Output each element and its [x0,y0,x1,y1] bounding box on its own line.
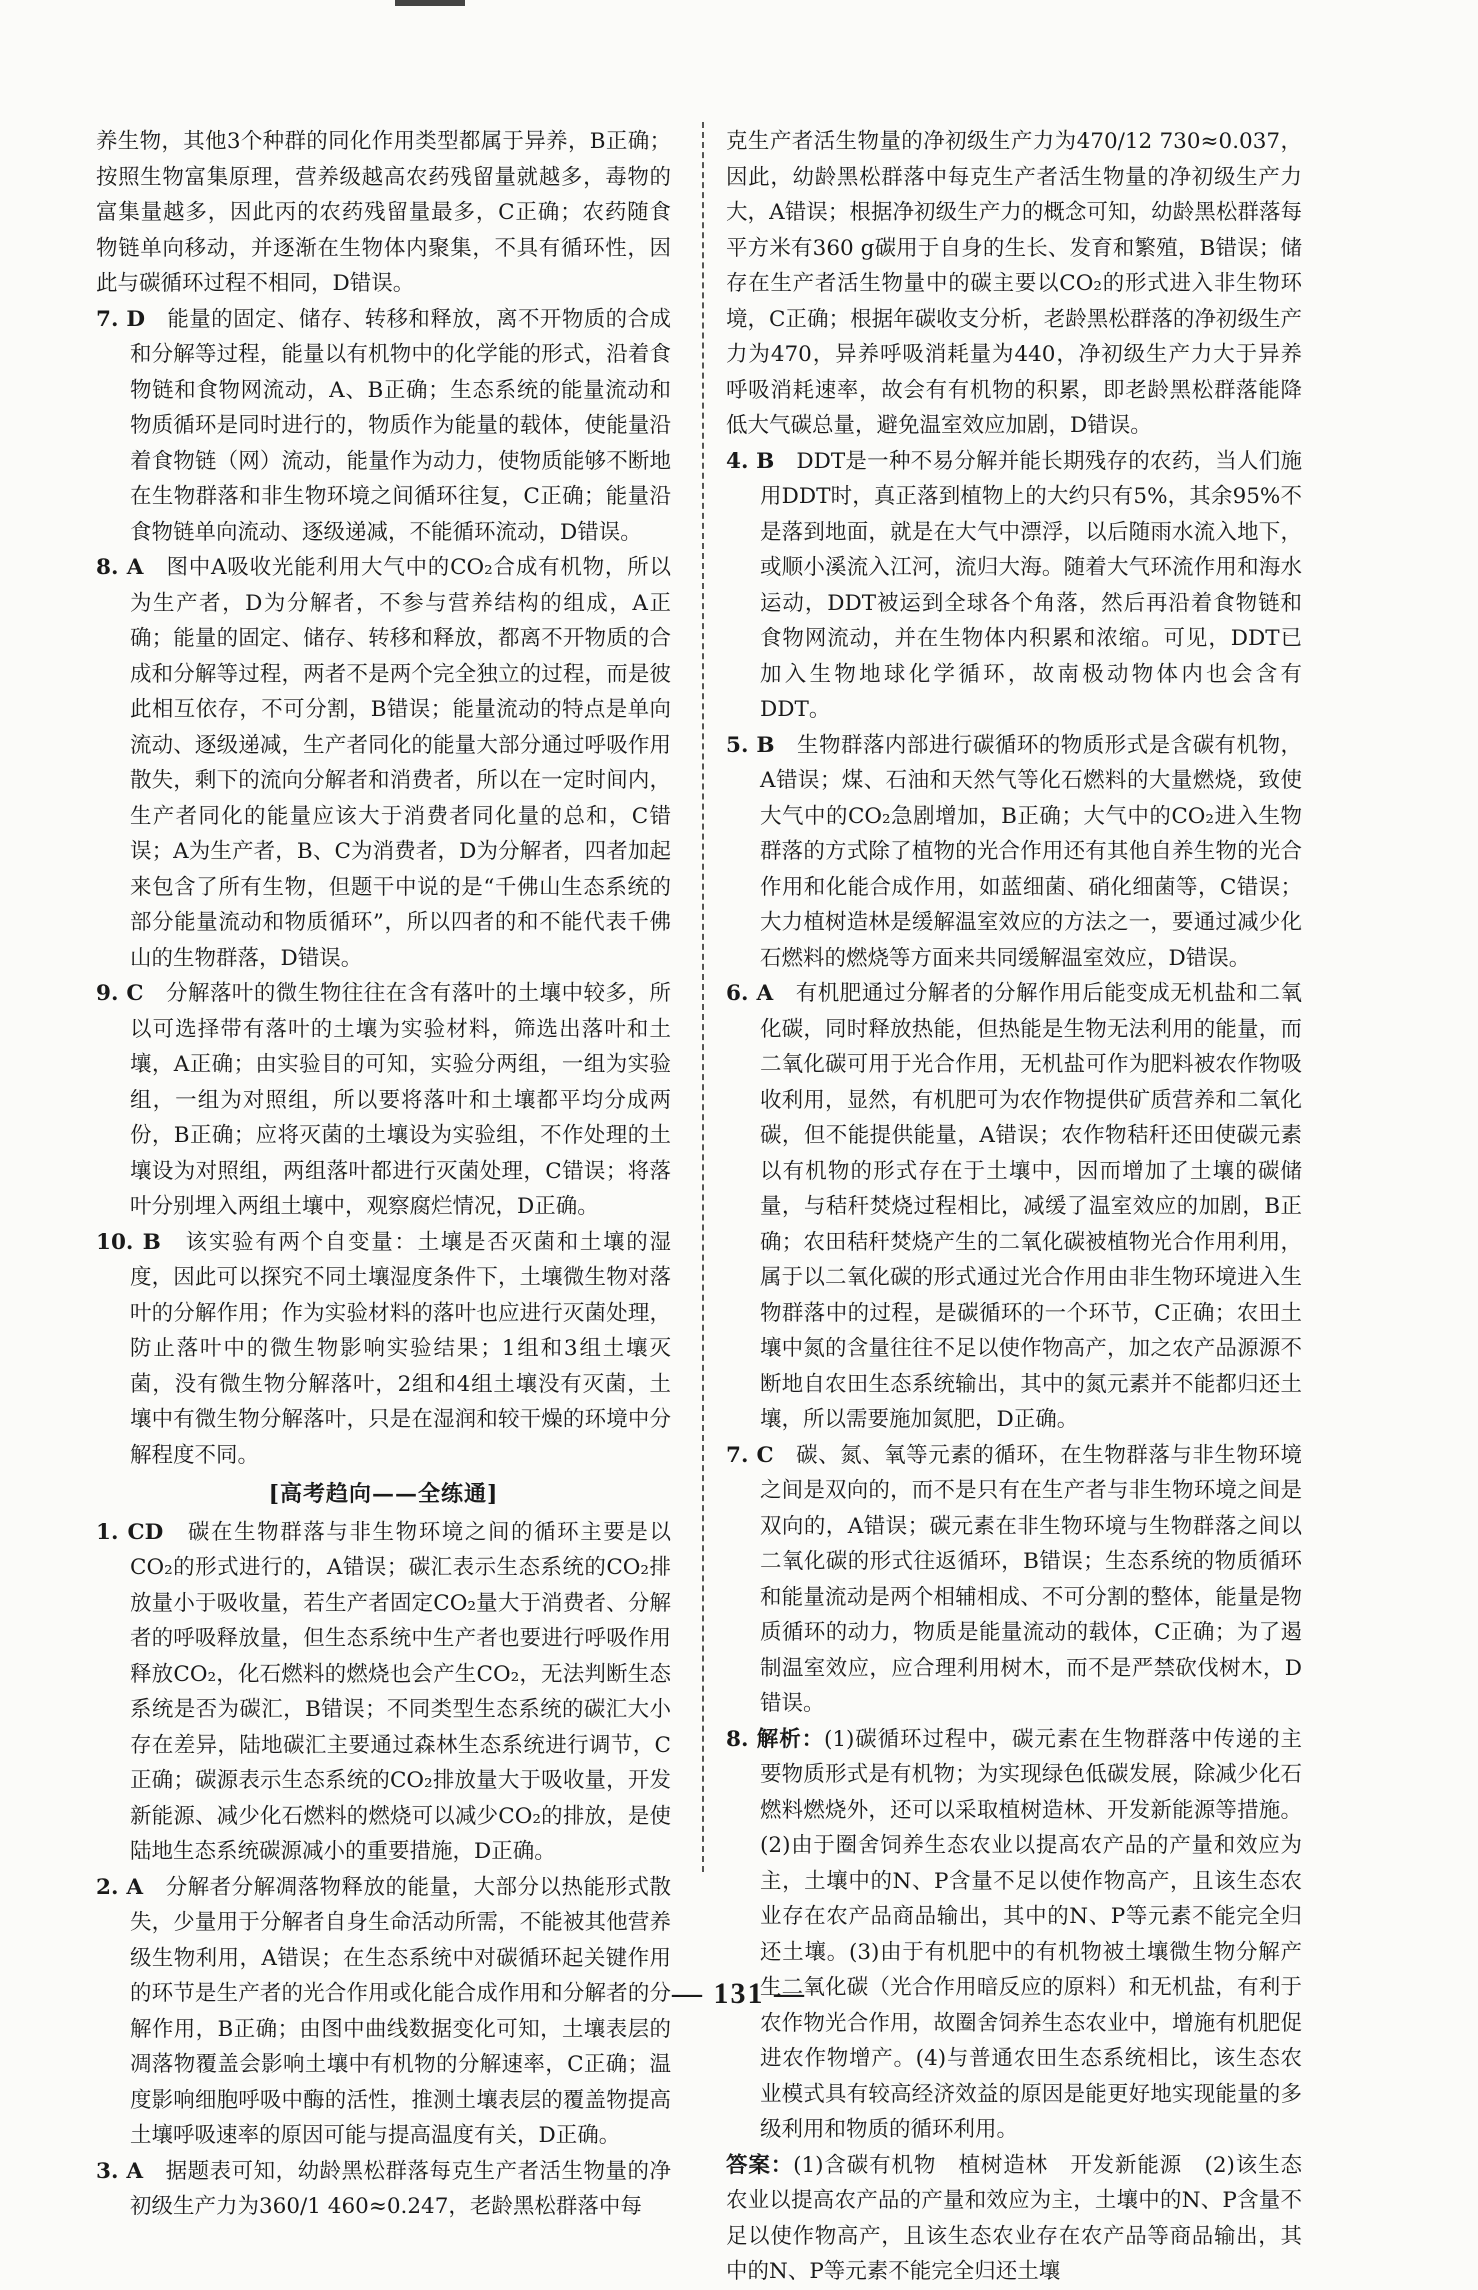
item-explanation: 分解落叶的微生物往往在含有落叶的土壤中较多，所以可选择带有落叶的土壤为实验材料，筛选出落叶和土壤，A正确；由实验目的可知，实验分两组，一组为实验组，一组为对照组，所以要将落叶和土壤都平均分成两份，B正确；应将灭菌的土壤设为实验组，不作处理的土壤设为对照组，两组落叶都进行灭菌处理，C错误；将落叶分别埋入两组土壤中，观察腐烂情况，D正确。 [130,981,671,1219]
item-explanation: 分解者分解凋落物释放的能量，大部分以热能形式散失，少量用于分解者自身生命活动所需，不能被其他营养级生物利用，A错误；在生态系统中对碳循环起关键作用的环节是生产者的光合作用或化能合成作用和分解者的分解作用，B正确；由图中曲线数据变化可知，土壤表层的凋落物覆盖会影响土壤中有机物的分解速率，C正确；温度影响细胞呼吸中酶的活性，推测土壤表层的覆盖物提高土壤呼吸速率的原因可能与提高温度有关，D正确。 [130,1874,671,2148]
item-number: 9. C [96,981,144,1006]
item-number: 7. C [726,1442,774,1468]
answer-item-10 [96,1225,671,1474]
item-number: 6. A [726,981,774,1006]
item-explanation: 生物群落内部进行碳循环的物质形式是含碳有机物，A错误；煤、石油和天然气等化石燃料的大量燃烧，致使大气中的CO₂急剧增加，B正确；大气中的CO₂进入生物群落的方式除了植物的光合作用还有其他自养生物的光合作用和化能合成作用，如蓝细菌、硝化细菌等，C错误；大力植树造林是缓解温室效应的方法之一，要通过减少化石燃料的燃烧等方面来共同缓解温室效应，D错误。 [760,732,1302,971]
answer-item-7b [726,1438,1302,1722]
right-intro-paragraph: 克生产者活生物量的净初级生产力为470/12 730≈0.037，因此，幼龄黑松群落中每克生产者活生物量的净初级生产力大，A错误；根据净初级生产力的概念可知，幼龄黑松群落每平方米有360 g碳用于自身的生长、发育和繁殖，B错误；储存在生产者活生物量中的碳主要以CO₂的形式进入非生物环境，C正确；根据年碳收支分析，老龄黑松群落的净初级生产力为470，异养呼吸消耗量为440，净初级生产力大于异养呼吸消耗速率，故会有有机物的积累，即老龄黑松群落能降低大气碳总量，避免温室效应加剧，D错误。 [726,129,1302,438]
item-number: 1. CD [96,1519,164,1545]
item-number: 8. A [96,555,144,580]
answer-label: 答案： [726,2152,794,2178]
item-explanation: 据题表可知，幼龄黑松群落每克生产者活生物量的净初级生产力为360/1 460≈0.247，老龄黑松群落中每 [130,2158,671,2219]
page-number: — 131 — [672,1977,806,2010]
item-number: 5. B [726,732,775,758]
answer-item-9 [96,976,671,1225]
answer-item-8b [726,1722,1302,2148]
item-number: 10. B [96,1229,161,1255]
left-intro-paragraph: 养生物，其他3个种群的同化作用类型都属于异养，B正确；按照生物富集原理，营养级越高农药残留量就越多，毒物的富集量越多，因此丙的农药残留量最多，C正确；农药随食物链单向移动，并逐渐在生物体内聚集，不具有循环性，因此与碳循环过程不相同，D错误。 [96,129,671,296]
item-explanation: 有机肥通过分解者的分解作用后能变成无机盐和二氧化碳，同时释放热能，但热能是生物无法利用的能量，而二氧化碳可用于光合作用，无机盐可作为肥料被农作物吸收利用，显然，有机肥可为农作物提供矿质营养和二氧化碳，但不能提供能量，A错误；农作物秸秆还田使碳元素以有机物的形式存在于土壤中，因而增加了土壤的碳储量，与秸秆焚烧过程相比，减缓了温室效应的加剧，B正确；农田秸秆焚烧产生的二氧化碳被植物光合作用利用，属于以二氧化碳的形式通过光合作用由非生物环境进入生物群落中的过程，是碳循环的一个环节，C正确；农田土壤中氮的含量往往不足以使作物高产，加之农产品源源不断地自农田生态系统输出，其中的氮元素并不能都归还土壤，所以需要施加氮肥，D正确。 [760,981,1302,1432]
item-explanation: 能量的固定、储存、转移和释放，离不开物质的合成和分解等过程，能量以有机物中的化学能的形式，沿着食物链和食物网流动，A、B正确；生态系统的能量流动和物质循环是同时进行的，物质作为能量的载体，使能量沿着食物链（网）流动，能量作为动力，使物质能够不断地在生物群落和非生物环境之间循环往复，C正确；能量沿食物链单向流动、逐级递减，不能循环流动，D错误。 [130,306,671,545]
top-edge-mark [395,0,465,6]
answer-item-5 [726,728,1302,977]
item-number: 3. A [96,2158,144,2184]
left-column [96,124,671,2225]
item-explanation: 碳在生物群落与非生物环境之间的循环主要是以CO₂的形式进行的，A错误；碳汇表示生态系统的CO₂排放量小于吸收量，若生产者固定CO₂量大于消费者、分解者的呼吸释放量，但生态系统中生产者也要进行呼吸作用释放CO₂，化石燃料的燃烧也会产生CO₂，无法判断生态系统是否为碳汇，B错误；不同类型生态系统的碳汇大小存在差异，陆地碳汇主要通过森林生态系统进行调节，C正确；碳源表示生态系统的CO₂排放量大于吸收量，开发新能源、减少化石燃料的燃烧可以减少CO₂的排放，是使陆地生态系统碳源减小的重要措施，D正确。 [130,1519,671,1864]
answer-item-6 [726,976,1302,1438]
item-explanation: 图中A吸收光能利用大气中的CO₂合成有机物，所以为生产者，D为分解者，不参与营养结构的组成，A正确；能量的固定、储存、转移和释放，都离不开物质的合成和分解等过程，两者不是两个完全独立的过程，而是彼此相互依存，不可分割，B错误；能量流动的特点是单向流动、逐级递减，生产者同化的能量大部分通过呼吸作用散失，剩下的流向分解者和消费者，所以在一定时间内，生产者同化的能量应该大于消费者同化量的总和，C错误；A为生产者，B、C为消费者，D为分解者，四者加起来包含了所有生物，但题干中说的是“千佛山生态系统的部分能量流动和物质循环”，所以四者的和不能代表千佛山的生物群落，D错误。 [130,555,671,971]
column-divider [702,122,704,1872]
right-column [726,124,1302,2290]
item-number: 4. B [726,448,775,474]
final-answer [726,2148,1302,2290]
item-explanation: DDT是一种不易分解并能长期残存的农药，当人们施用DDT时，真正落到植物上的大约只有5%，其余95%不是落到地面，就是在大气中漂浮，以后随雨水流入地下，或顺小溪流入江河，流归大海。随着大气环流作用和海水运动，DDT被运到全球各个角落，然后再沿着食物链和食物网流动，并在生物体内积累和浓缩。可见，DDT已加入生物地球化学循环，故南极动物体内也会含有DDT。 [760,448,1302,722]
item-number: 8. 解析： [726,1726,824,1752]
section-title: [高考趋向——全练通] [268,1481,499,1507]
item-explanation: (1)碳循环过程中，碳元素在生物群落中传递的主要物质形式是有机物；为实现绿色低碳发展，除减少化石燃料燃烧外，还可以采取植树造林、开发新能源等措施。(2)由于圈舍饲养生态农业以提高农产品的产量和效应为主，土壤中的N、P含量不足以使作物高产，且该生态农业存在农产品商品输出，其中的N、P等元素不能完全归还土壤。(3)由于有机肥中的有机物被土壤微生物分解产生二氧化碳（光合作用暗反应的原料）和无机盐，有利于农作物光合作用，故圈舍饲养生态农业中，增施有机肥促进农作物增产。(4)与普通农田生态系统相比，该生态农业模式具有较高经济效益的原因是能更好地实现能量的多级利用和物质的循环利用。 [760,1726,1302,2142]
answer-text: (1)含碳有机物 植树造林 开发新能源 (2)该生态农业以提高农产品的产量和效应为主，土壤中的N、P含量不足以使作物高产，且该生态农业存在农产品等商品输出，其中的N、P等元素不能完全归还土壤 [726,2152,1302,2284]
item-explanation: 该实验有两个自变量：土壤是否灭菌和土壤的湿度，因此可以探究不同土壤湿度条件下，土壤微生物对落叶的分解作用；作为实验材料的落叶也应进行灭菌处理，防止落叶中的微生物影响实验结果；1组和3组土壤灭菌，没有微生物分解落叶，2组和4组土壤没有灭菌，土壤中有微生物分解落叶，只是在湿润和较干燥的环境中分解程度不同。 [130,1229,671,1468]
answer-item-4 [726,444,1302,728]
item-number: 7. D [96,306,145,332]
answer-item-1 [96,1515,671,1870]
answer-item-8 [96,550,671,976]
answer-item-3 [96,2154,671,2225]
answer-item-2 [96,1870,671,2154]
item-number: 2. A [96,1874,144,1900]
item-explanation: 碳、氮、氧等元素的循环，在生物群落与非生物环境之间是双向的，而不是只有在生产者与非生物环境之间是双向的，A错误；碳元素在非生物环境与生物群落之间以二氧化碳的形式往返循环，B错误；生态系统的物质循环和能量流动是两个相辅相成、不可分割的整体，能量是物质循环的动力，物质是能量流动的载体，C正确；为了遏制温室效应，应合理利用树木，而不是严禁砍伐树木，D错误。 [760,1442,1302,1716]
answer-item-7 [96,302,671,551]
